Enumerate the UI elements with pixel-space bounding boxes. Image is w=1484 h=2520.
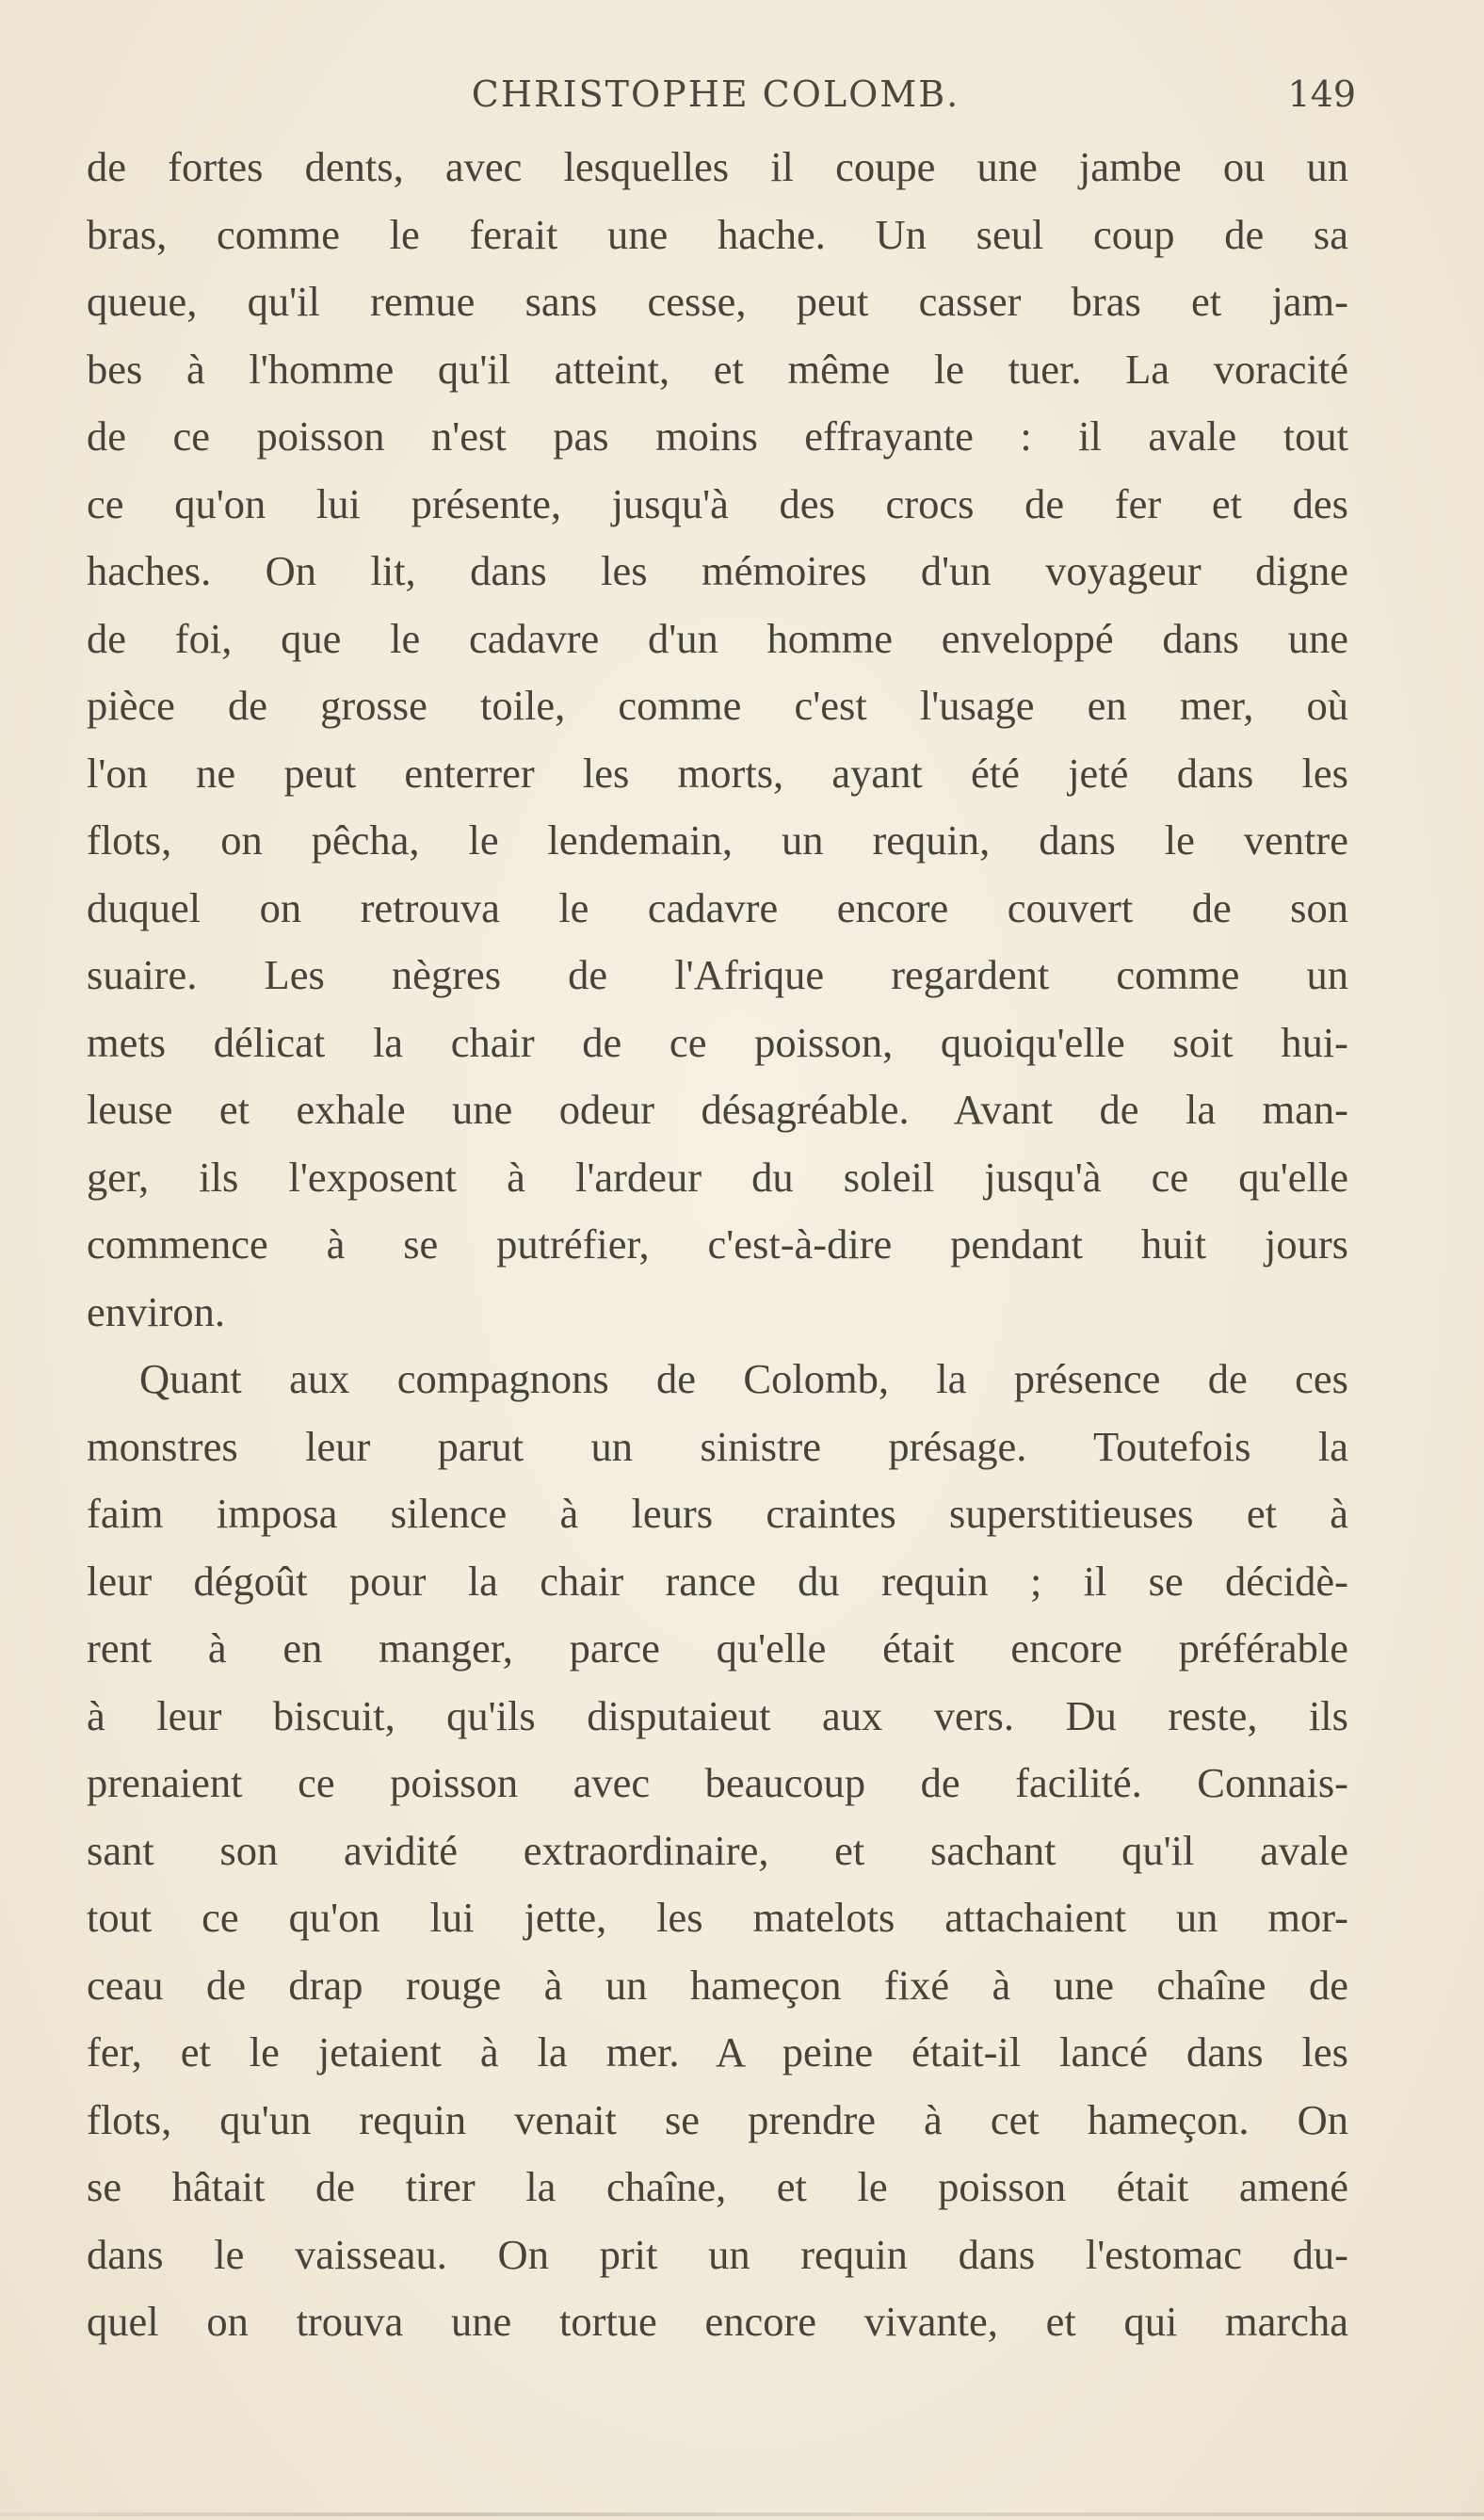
text-line: se hâtait de tirer la chaîne, et le poisson était amené: [87, 2163, 1348, 2210]
text-line: ceau de drap rouge à un hameçon fixé à une chaîne de: [87, 1961, 1348, 2009]
text-line: monstres leur parut un sinistre présage. Toutefois la: [87, 1422, 1348, 1470]
bottom-edge-shadow: [0, 2512, 1484, 2516]
text-line: commence à se putréfier, c'est-à-dire pendant huit jours: [87, 1220, 1348, 1268]
text-line: ce qu'on lui présente, jusqu'à des crocs de fer et des: [87, 479, 1348, 527]
text-line: suaire. Les nègres de l'Afrique regardent comme un: [87, 951, 1348, 998]
running-title: CHRISTOPHE COLOMB.: [471, 73, 960, 115]
text-line: tout ce qu'on lui jette, les matelots attachaient un mor-: [87, 1894, 1348, 1941]
text-line: à leur biscuit, qu'ils disputaieut aux vers. Du reste, ils: [87, 1691, 1348, 1739]
page-header: [85, 73, 1356, 130]
text-line: leur dégoût pour la chair rance du requin ; il se décidè-: [87, 1557, 1348, 1605]
text-line: leuse et exhale une odeur désagréable. Avant de la man-: [87, 1086, 1348, 1133]
text-line: duquel on retrouva le cadavre encore couvert de son: [87, 883, 1348, 931]
text-line: fer, et le jetaient à la mer. A peine était-il lancé dans les: [87, 2028, 1348, 2076]
text-line: flots, qu'un requin venait se prendre à cet hameçon. On: [87, 2095, 1348, 2143]
text-line: queue, qu'il remue sans cesse, peut casser bras et jam-: [87, 278, 1348, 325]
text-line: bras, comme le ferait une hache. Un seul coup de sa: [87, 210, 1348, 258]
text-line: haches. On lit, dans les mémoires d'un voyageur digne: [87, 547, 1348, 594]
text-line: de foi, que le cadavre d'un homme enveloppé dans une: [87, 614, 1348, 662]
text-line: mets délicat la chair de ce poisson, quoiqu'elle soit hui-: [87, 1018, 1348, 1066]
text-line: quel on trouva une tortue encore vivante, et qui marcha: [87, 2298, 1348, 2345]
text-line: flots, on pêcha, le lendemain, un requin, dans le ventre: [87, 816, 1348, 864]
text-line: rent à en manger, parce qu'elle était encore préférable: [87, 1624, 1348, 1672]
paragraph-end-line: environ.: [87, 1287, 226, 1335]
page-number: 149: [1287, 73, 1356, 115]
text-line: ger, ils l'exposent à l'ardeur du soleil jusqu'à ce qu'elle: [87, 1153, 1348, 1201]
text-line: l'on ne peut enterrer les morts, ayant été jeté dans les: [87, 749, 1348, 797]
text-line: prenaient ce poisson avec beaucoup de facilité. Connais-: [87, 1759, 1348, 1806]
text-line: sant son avidité extraordinaire, et sachant qu'il avale: [87, 1826, 1348, 1874]
text-line: bes à l'homme qu'il atteint, et même le tuer. La voracité: [87, 345, 1348, 393]
body-text: [87, 134, 1348, 2356]
text-line: dans le vaisseau. On prit un requin dans l'estomac du-: [87, 2230, 1348, 2278]
paragraph-start-line: Quant aux compagnons de Colomb, la présence de ces: [139, 1355, 1348, 1402]
text-line: de ce poisson n'est pas moins effrayante : il avale tout: [87, 412, 1348, 460]
text-line: pièce de grosse toile, comme c'est l'usage en mer, où: [87, 682, 1348, 729]
text-line: de fortes dents, avec lesquelles il coupe une jambe ou un: [87, 143, 1348, 190]
text-line: faim imposa silence à leurs craintes superstitieuses et à: [87, 1490, 1348, 1537]
